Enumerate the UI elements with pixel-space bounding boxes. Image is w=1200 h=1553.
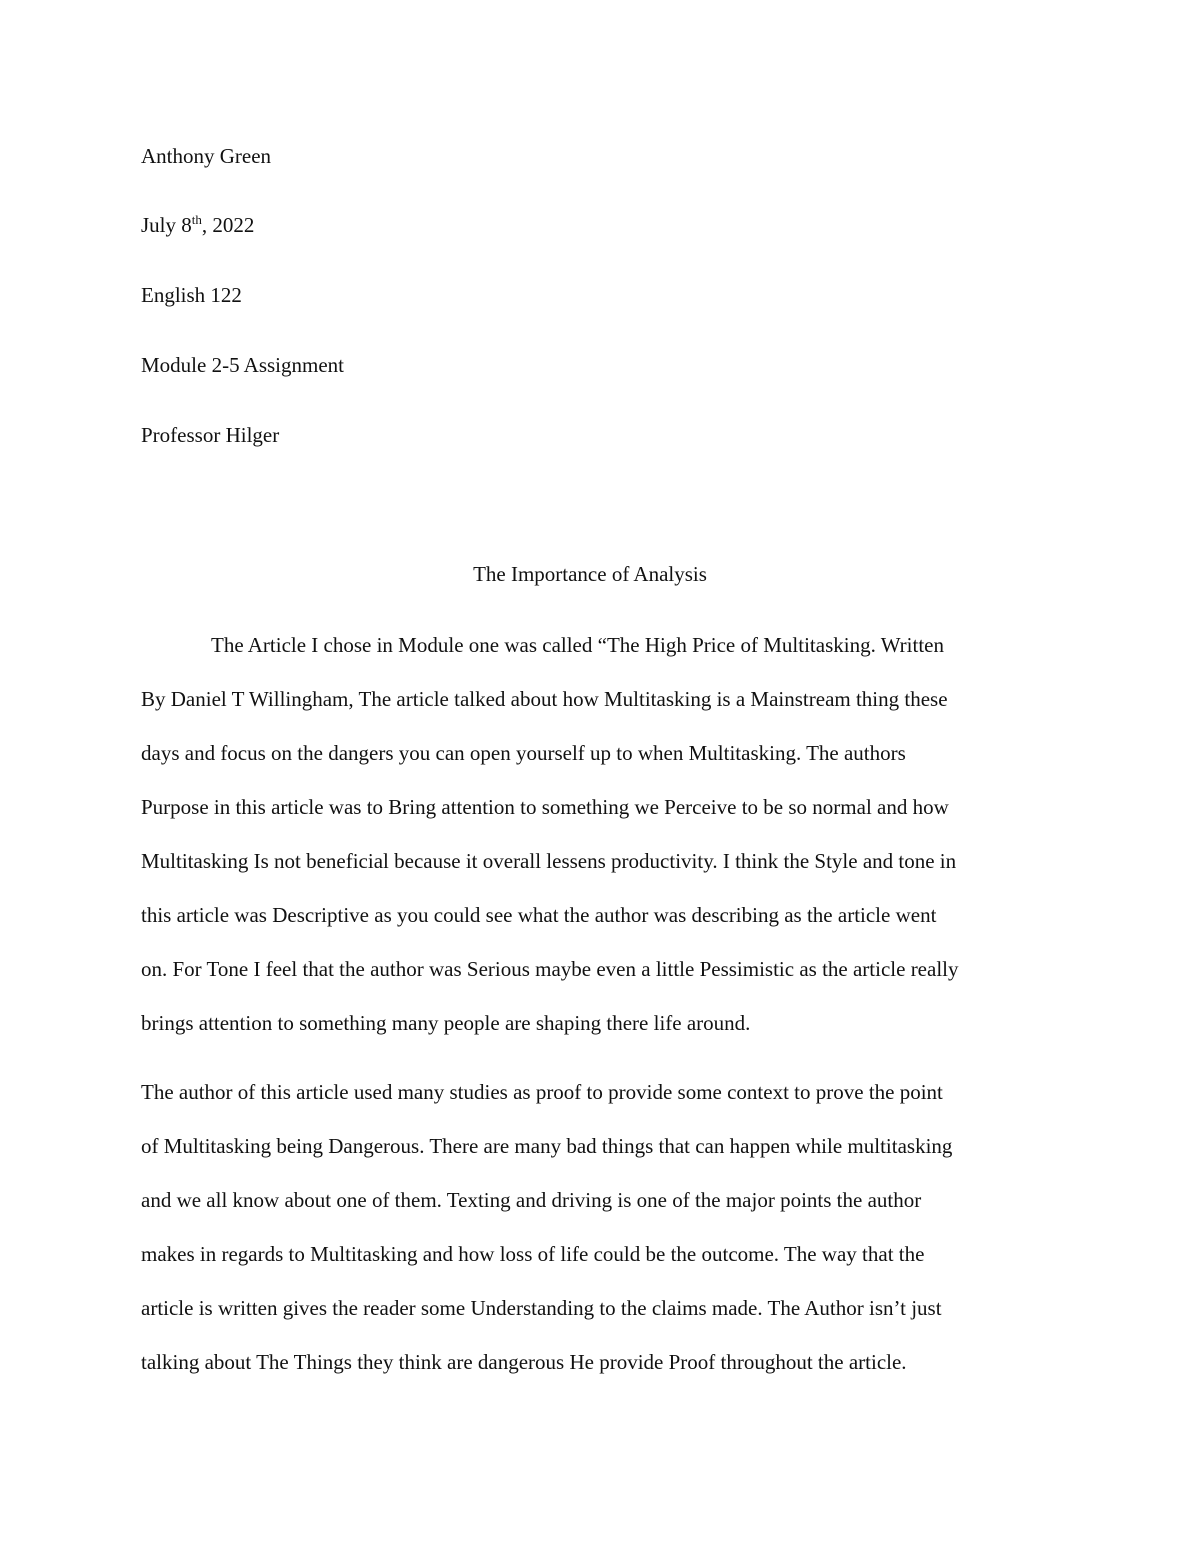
paragraph-1-line: this article was Descriptive as you could see what the author was describing as the article went (141, 903, 937, 927)
paragraph-2-line: and we all know about one of them. Texting and driving is one of the major points the author (141, 1188, 922, 1212)
paragraph-2-line: article is written gives the reader some Understanding to the claims made. The Author isn’t just (141, 1296, 942, 1320)
professor-name: Professor Hilger (141, 423, 280, 447)
paragraph-1-line: The Article I chose in Module one was called “The High Price of Multitasking. Written (211, 633, 944, 657)
paragraph-2-line: talking about The Things they think are dangerous He provide Proof throughout the article. (141, 1350, 907, 1374)
paragraph-2-line: of Multitasking being Dangerous. There are many bad things that can happen while multitasking (141, 1134, 953, 1158)
assignment-name: Module 2-5 Assignment (141, 353, 344, 377)
paragraph-2-line: makes in regards to Multitasking and how loss of life could be the outcome. The way that the (141, 1242, 925, 1266)
paragraph-1-line: brings attention to something many people are shaping there life around. (141, 1011, 751, 1035)
date-year: , 2022 (201, 213, 255, 237)
document-title: The Importance of Analysis (473, 562, 707, 586)
paragraph-1-line: By Daniel T Willingham, The article talked about how Multitasking is a Mainstream thing these (141, 687, 948, 711)
date-line (141, 211, 254, 239)
paragraph-1-line: Multitasking Is not beneficial because it overall lessens productivity. I think the Style and tone in (141, 849, 957, 873)
paragraph-2-line: The author of this article used many studies as proof to provide some context to prove the point (141, 1080, 943, 1104)
date-month-day: July 8 (141, 213, 192, 237)
paragraph-1-line: Purpose in this article was to Bring attention to something we Perceive to be so normal and how (141, 795, 949, 819)
author-name: Anthony Green (141, 144, 272, 168)
date-ordinal-suffix: th (191, 212, 202, 227)
paragraph-1-line: on. For Tone I feel that the author was Serious maybe even a little Pessimistic as the article really (141, 957, 959, 981)
paragraph-1-line: days and focus on the dangers you can open yourself up to when Multitasking. The authors (141, 741, 906, 765)
course-name: English 122 (141, 283, 242, 307)
